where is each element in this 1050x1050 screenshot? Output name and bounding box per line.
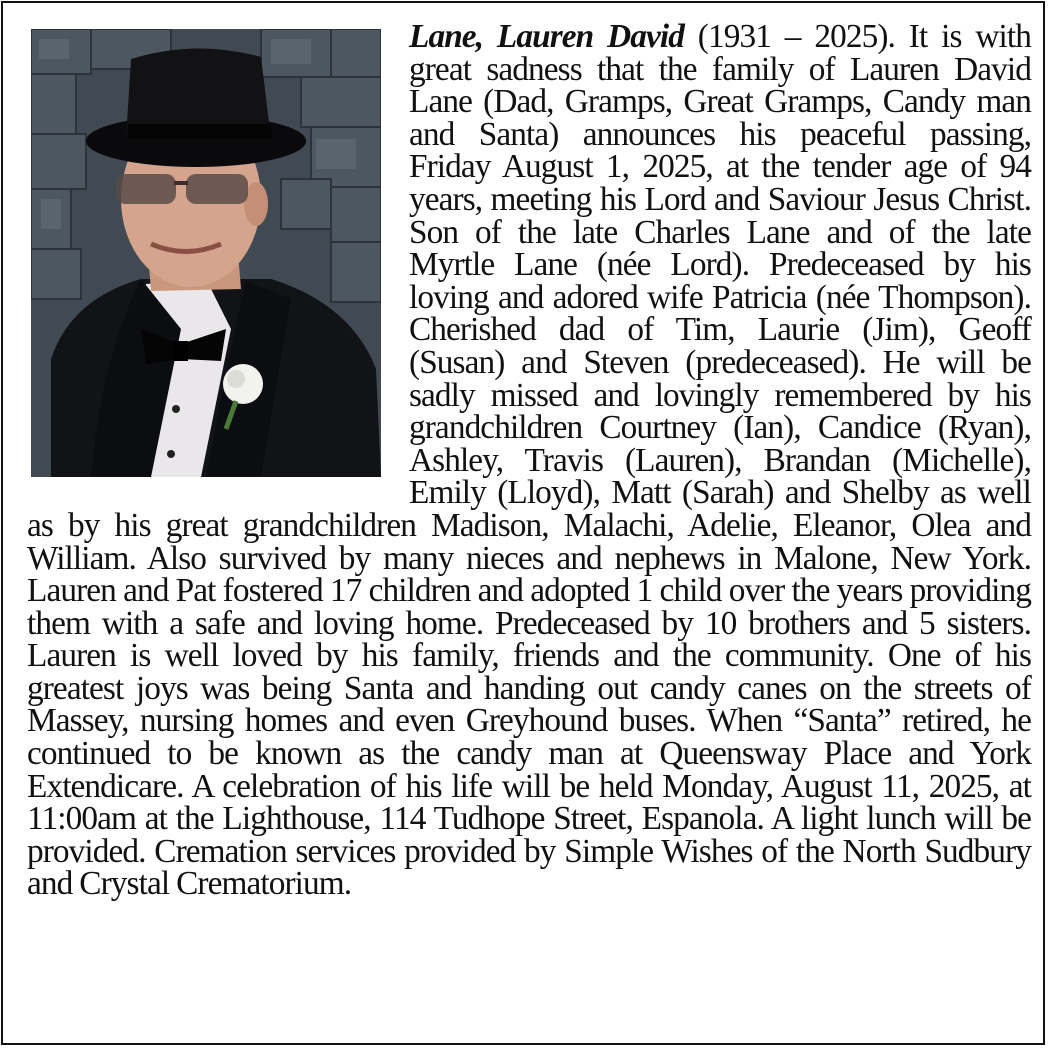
portrait-illustration [31, 29, 381, 477]
obituary-frame [1, 1, 1045, 1045]
life-dates: (1931 – 2025). [683, 18, 895, 55]
deceased-name: Lane, Lauren David [409, 18, 684, 55]
portrait-photo [31, 29, 381, 477]
obituary-body: It is with great sadness that the family of Lauren David Lane (Dad, Gramps, Great Gramps, Candy man and Santa) announces his peaceful passing, Friday August 1, 2025, at the tender age of 94 years, meeting his Lord and Saviour Jesus Christ. Son of the late Charles Lane and of the late Myrtle Lane (née Lord). Predeceased by his loving and adored wife Patricia (née Thompson). Cherished dad of Tim, Laurie (Jim), Geoff (Susan) and Steven (predeceased). He will be sadly missed and lovingly remembered by his grandchildren Courtney (Ian), Candice (Ryan), Ashley, Travis (Lauren), Brandan (Michelle), Emily (Lloyd), Matt (Sarah) and Shelby as well as by his great grandchildren Madison, Malachi, Adelie, Eleanor, Olea and William. Also survived by many nieces and nephews in Malone, New York. Lauren and Pat fostered 17 children and adopted 1 child over the years providing them with a safe and loving home. Predeceased by 10 brothers and 5 sisters. Lauren is well loved by his family, friends and the community. One of his greatest joys was being Santa and handing out candy canes on the streets of Massey, nursing homes and even Greyhound buses. When “Santa” retired, he continued to be known as the candy man at Queensway Place and York Extendicare. A celebration of his life will be held Monday, August 11, 2025, at 11:00am at the Lighthouse, 114 Tudhope Street, Espanola. A light lunch will be provided. Cremation services provided by Simple Wishes of the North Sudbury and Crystal Crematorium. [27, 18, 1031, 903]
obituary-content [27, 18, 1031, 903]
